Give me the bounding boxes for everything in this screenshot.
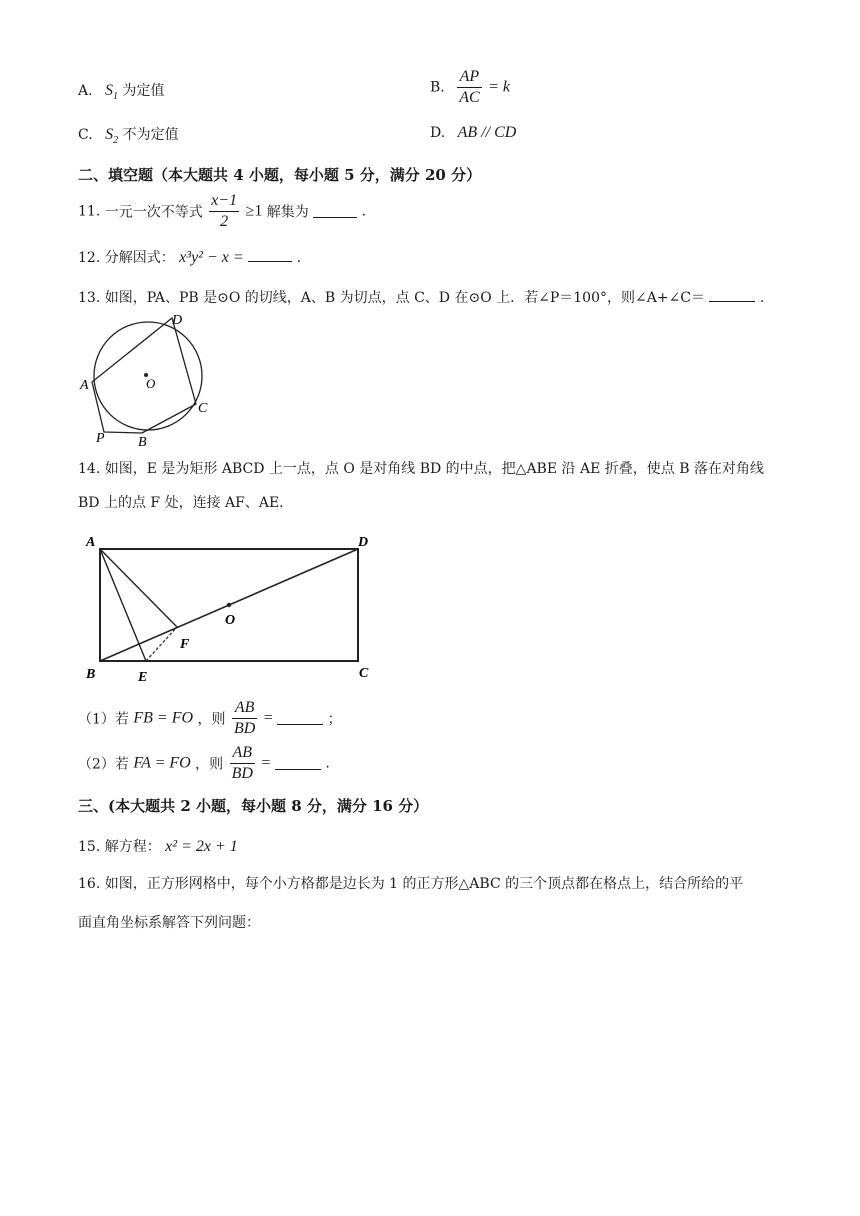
fig13-label-c: C (198, 401, 208, 416)
question-14-line-2: BD 上的点 F 处，连接 AF、AE. (78, 495, 284, 511)
option-c-label: C. (78, 127, 93, 143)
section-3-title: 三、(本大题共 2 小题，每小题 8 分，满分 16 分） (78, 797, 429, 815)
option-c-math: S (105, 126, 114, 143)
q11-postfix: 解集为 (266, 204, 309, 221)
q15-prefix: 解方程： (104, 839, 161, 855)
q15-number: 15. (78, 839, 101, 855)
option-b (430, 68, 510, 107)
fig14-label-b: B (86, 667, 96, 682)
question-16-line-2: 面直角坐标系解答下列问题： (78, 915, 260, 931)
q14-number: 14. (78, 461, 101, 477)
q14-text-line-1: 如图，E 是为矩形 ABCD 上一点，点 O 是对角线 BD 的中点，把△ABE 沿 AE 折叠，使点 B 落在对角线 (104, 461, 764, 477)
q14-1-numerator: AB (232, 699, 257, 719)
question-16-line-1 (78, 873, 743, 893)
q12-answer-blank[interactable] (248, 249, 292, 262)
q14-1-fraction (232, 699, 257, 738)
option-c-text: 不为定值 (122, 127, 179, 143)
option-c (78, 124, 179, 146)
option-d (430, 124, 516, 142)
q11-answer-blank[interactable] (313, 205, 357, 218)
option-a-sub: 1 (113, 90, 119, 102)
q12-number: 12. (78, 250, 101, 266)
fig14-label-c: C (359, 666, 369, 681)
q13-number: 13. (78, 290, 101, 306)
fig13-label-a: A (80, 378, 89, 393)
q11-prefix: 一元一次不等式 (104, 204, 203, 221)
fig14-label-a: A (86, 535, 96, 550)
fig14-point-o (227, 603, 231, 607)
q11-number: 11. (78, 203, 101, 220)
fig14-segment-ef (146, 627, 177, 661)
q14-1-denominator: BD (233, 720, 256, 737)
q14-1-condition: FB = FO (133, 709, 194, 727)
option-d-label: D. (430, 125, 446, 141)
question-11 (78, 192, 366, 231)
fig13-label-p: P (96, 431, 105, 446)
fig13-label-b: B (138, 435, 147, 448)
fig13-tangents (92, 382, 142, 433)
q14-2-equals: = (261, 754, 271, 772)
q11-fraction (209, 192, 239, 231)
fig14-label-f: F (180, 637, 190, 652)
q14-1-end: ； (327, 711, 342, 728)
q14-2-denominator: BD (231, 765, 253, 782)
q14-1-mid: ，则 (197, 711, 226, 728)
option-a-text: 为定值 (122, 83, 165, 99)
q14-1-prefix: （1）若 (78, 711, 129, 728)
q13-end: . (759, 290, 765, 306)
fig13-quadrilateral (92, 318, 196, 433)
fig13-label-o: O (146, 376, 156, 391)
fig13-label-d: D (172, 313, 183, 328)
q11-numerator: x−1 (209, 192, 239, 212)
question-12 (78, 247, 301, 267)
q16-number: 16. (78, 876, 101, 892)
question-15 (78, 836, 238, 856)
fig14-label-o: O (225, 613, 236, 628)
question-14-line-1 (78, 458, 764, 478)
q15-equation: x² = 2x + 1 (165, 838, 238, 855)
q11-relation: ≥1 (245, 202, 263, 220)
fig14-label-e: E (138, 670, 148, 685)
fig14-segment-af (100, 549, 177, 627)
option-b-numerator: AP (457, 68, 481, 88)
q12-prefix: 分解因式： (104, 250, 175, 266)
option-a-math: S (105, 82, 114, 99)
q14-2-fraction (230, 744, 255, 783)
q11-denominator: 2 (220, 213, 229, 230)
option-b-denominator: AC (459, 89, 480, 106)
q12-end: . (296, 250, 302, 266)
figure-14 (80, 530, 390, 686)
question-14-part-2 (78, 744, 330, 783)
q11-end: . (361, 203, 367, 220)
option-d-math: AB // CD (457, 124, 517, 141)
option-a-label: A. (78, 83, 93, 99)
figure-13 (76, 308, 216, 448)
q12-expression: x³y² − x = (179, 249, 244, 266)
option-c-sub: 2 (113, 134, 119, 146)
fig14-label-d: D (358, 535, 369, 550)
option-b-label: B. (430, 79, 445, 96)
q14-2-prefix: （2）若 (78, 756, 129, 773)
q14-1-equals: = (263, 709, 273, 727)
option-b-fraction (457, 68, 481, 107)
q14-2-mid: ，则 (195, 756, 224, 773)
section-2-title: 二、填空题（本大题共 4 小题，每小题 5 分，满分 20 分） (78, 166, 482, 184)
q14-1-answer-blank[interactable] (277, 712, 323, 725)
q14-2-numerator: AB (230, 744, 255, 764)
q16-text-line-1: 如图，正方形网格中，每个小方格都是边长为 1 的正方形△ABC 的三个顶点都在格点上，结合所给的平 (104, 876, 744, 892)
q14-2-end: . (325, 755, 330, 772)
q14-2-condition: FA = FO (133, 754, 191, 772)
option-b-rest: = k (488, 78, 511, 96)
question-13 (78, 287, 764, 307)
q13-answer-blank[interactable] (709, 289, 755, 302)
q14-2-answer-blank[interactable] (275, 757, 321, 770)
fig14-segment-ae (100, 549, 146, 661)
question-14-part-1 (78, 699, 342, 738)
option-a (78, 80, 164, 102)
q13-text: 如图，PA、PB 是⊙O 的切线，A、B 为切点，点 C、D 在⊙O 上．若∠P＝100°，则∠A+∠C＝ (104, 290, 706, 306)
